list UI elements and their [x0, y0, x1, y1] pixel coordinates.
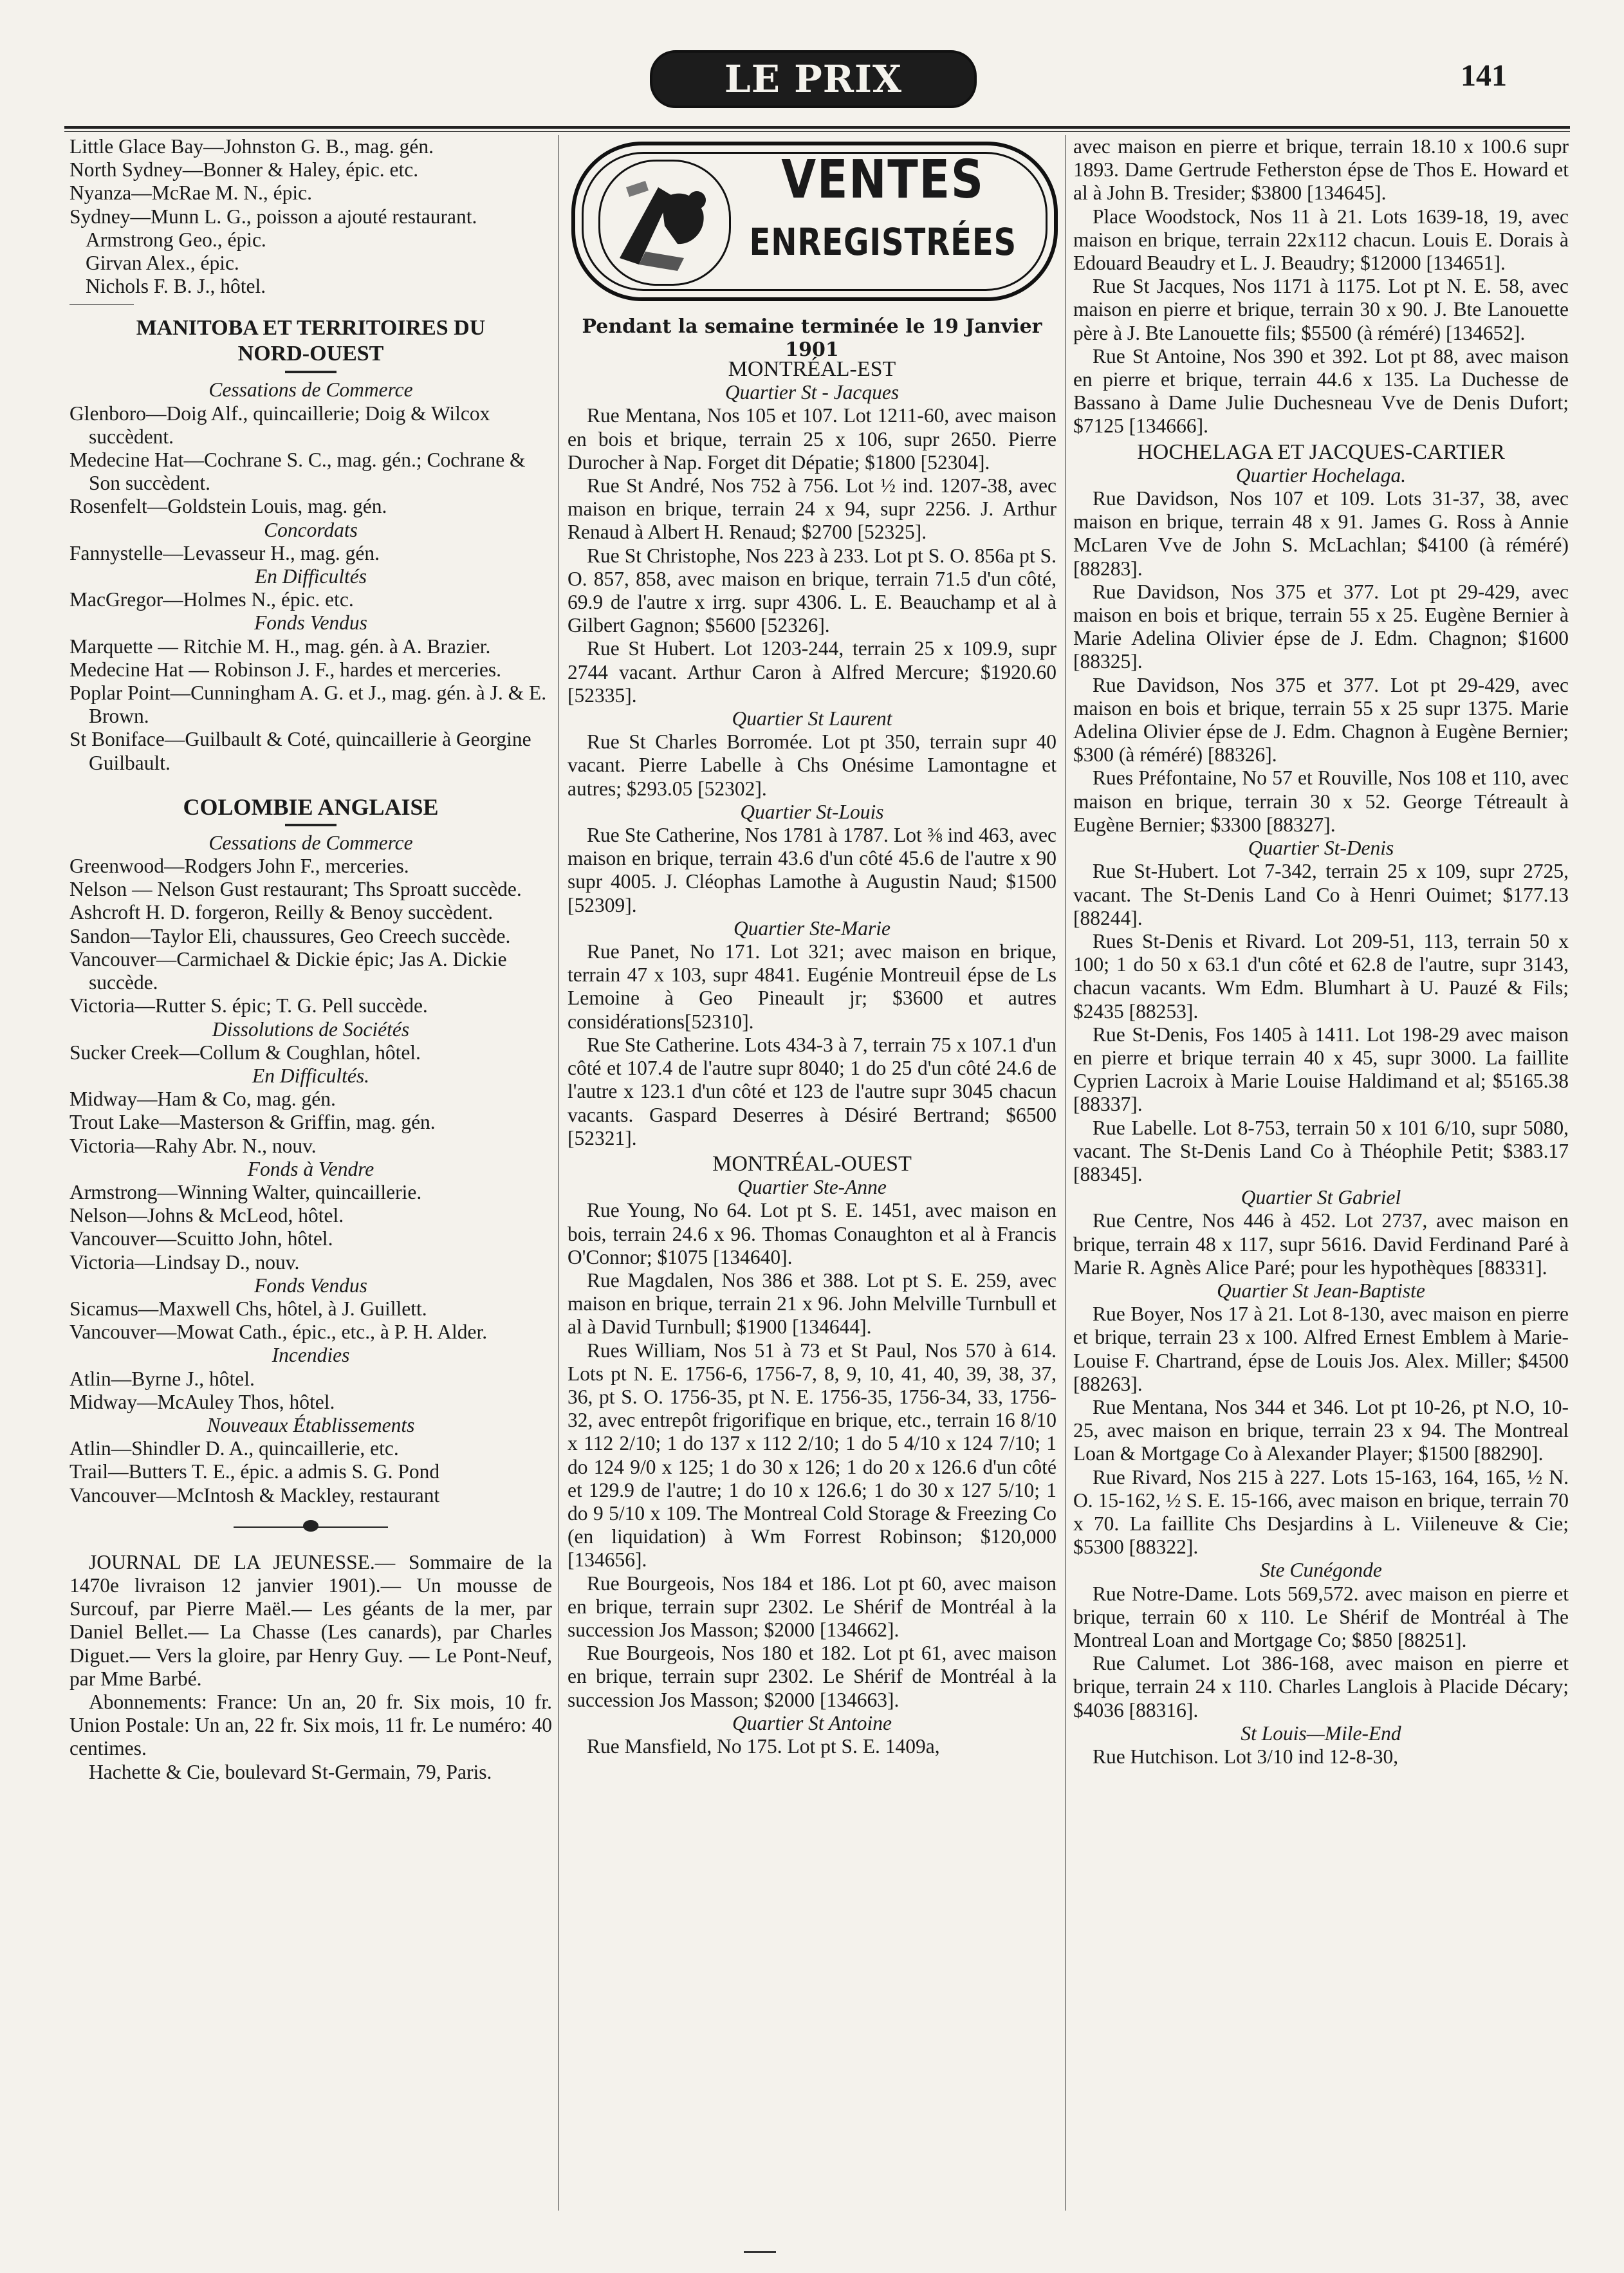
- list-item: Sydney—Munn L. G., poisson a ajouté restaurant.: [69, 205, 477, 228]
- sale-entry: Rue Calumet. Lot 386-168, avec maison en pierre et brique, terrain 24 x 110. Charles Langlois à Placide Décary; $4036 [88316].: [1073, 1652, 1569, 1721]
- subsection-title: Cessations de Commerce: [208, 378, 413, 402]
- list-item: Vancouver—Scuitto John, hôtel.: [69, 1227, 333, 1250]
- sale-entry: Rue St Christophe, Nos 223 à 233. Lot pt S. O. 856a pt S. O. 857, 858, avec maison en brique, terrain 71.5 d'un côté, 69.9 de l'autre x irrg. supr 4306. L. E. Beauchamp et al à Gilbert Gagnon; $5600 [52326].: [567, 544, 1057, 637]
- section-heading: NORD-OUEST: [237, 342, 384, 366]
- sale-entry: avec maison en pierre et brique, terrain 18.10 x 100.6 supr 1893. Dame Gertrude Fetherston épse de Thos E. Howard et al à John B. Tresider; $3800 [134645].: [1073, 135, 1569, 205]
- sale-entry: Rue St-Denis, Fos 1405 à 1411. Lot 198-29 avec maison en pierre et brique terrain 40 x 45, supr 3000. La faillite Cyprien Lacroix à Marie Louise Haldimand et al; $5165.38 [88337].: [1073, 1023, 1569, 1116]
- column-right: [1073, 135, 1569, 1768]
- sale-entry: Rue Mentana, Nos 344 et 346. Lot pt 10-26, pt N.O, 10-25, avec maison en brique, terrain 23 x 94. The Montreal Loan & Mortgage Co à Alexander Player; $1500 [88290].: [1073, 1395, 1569, 1465]
- quarter-heading: St Louis—Mile-End: [1241, 1721, 1401, 1745]
- column-divider: [1065, 135, 1066, 2211]
- sale-entry: Rue St Antoine, Nos 390 et 392. Lot pt 88, avec maison en pierre et brique, terrain 44.6 x 135. La Duchesse de Bassano à Dame Julie Duchesneau Vve de Denis Dufort; $7125 [134666].: [1073, 344, 1569, 438]
- footer-mark: [744, 2251, 776, 2253]
- sale-entry: Rue Magdalen, Nos 386 et 388. Lot pt S. E. 259, avec maison en brique, terrain 21 x 96. John Melville Turnbull et al à David Turnbull; $1900 [134644].: [567, 1268, 1057, 1339]
- subsection-title: Concordats: [264, 518, 358, 541]
- sale-entry: Rue Boyer, Nos 17 à 21. Lot 8-130, avec maison en pierre et brique, terrain 23 x 100. Alfred Ernest Emblem à Marie-Louise F. Chartrand, épse de Louis Jos. Alex. Miller; $4500 [88263].: [1073, 1303, 1569, 1395]
- ventes-banner: [567, 136, 1057, 362]
- region-heading: MONTRÉAL-OUEST: [712, 1151, 912, 1176]
- subsection-title: Nouveaux Établissements: [207, 1413, 415, 1436]
- sale-entry: Rue Bourgeois, Nos 180 et 182. Lot pt 61, avec maison en brique, terrain supr 2302. Le Shérif de Montréal à la succession Jos Masson; $2000 [134663].: [567, 1642, 1057, 1711]
- quarter-heading: Quartier St Jean-Baptiste: [1217, 1279, 1425, 1302]
- header-rule-thin: [64, 131, 1570, 132]
- header-rule: [64, 126, 1570, 129]
- quarter-heading: Quartier St Antoine: [732, 1711, 892, 1734]
- ornament-dot: [303, 1520, 318, 1532]
- list-item: Vancouver—Carmichael & Dickie épic; Jas A. Dickie succède.: [69, 947, 507, 994]
- list-item: Medecine Hat — Robinson J. F., hardes et merceries.: [69, 658, 502, 681]
- list-item: MacGregor—Holmes N., épic. etc.: [69, 588, 354, 611]
- sale-entry: Rues Préfontaine, No 57 et Rouville, Nos 108 et 110, avec maison en brique, terrain 30 x 52. George Tétreault à Eugène Bernier; $3300 [88327].: [1073, 766, 1569, 836]
- quarter-heading: Quartier Hochelaga.: [1235, 463, 1407, 487]
- page-number: 141: [1461, 59, 1507, 93]
- sale-entry: Rue Notre-Dame. Lots 569,572. avec maison en pierre et brique, terrain 60 x 110. Le Shérif de Montréal à The Montreal Loan and Mortgage Co; $850 [88251].: [1073, 1582, 1569, 1651]
- sale-entry: Rue Rivard, Nos 215 à 227. Lots 15-163, 164, 165, ½ N. O. 15-162, ½ S. E. 15-166, avec maison en brique, terrain 70 x 70. La faillite Chs Desjardins à L. Viileneuve & Cie; $5300 [88322].: [1073, 1465, 1569, 1559]
- sale-entry: Rue St Charles Borromée. Lot pt 350, terrain supr 40 vacant. Pierre Labelle à Chs Onésime Lamontagne et autres; $293.05 [52302].: [567, 730, 1057, 800]
- sale-entry: Rue Davidson, Nos 375 et 377. Lot pt 29-429, avec maison en bois et brique, terrain 55 x 25 supr 1375. Marie Adelina Olivier épse de J. Edm. Chagnon à Eugène Bernier; $300 (à réméré) [88326].: [1073, 673, 1569, 766]
- quarter-heading: Quartier Ste-Anne: [737, 1176, 887, 1199]
- region-heading: MONTRÉAL-EST: [728, 357, 896, 381]
- subsection-title: Incendies: [272, 1344, 350, 1367]
- sale-entry: Rue Panet, No 171. Lot 321; avec maison en brique, terrain 47 x 103, supr 4841. Eugénie Montreuil épse de Ls Lemoine à Geo Pineault jr; $3600 et autres considérations[52310].: [567, 940, 1057, 1033]
- quarter-heading: Quartier St-Denis: [1248, 837, 1394, 860]
- list-item: Girvan Alex., épic.: [86, 252, 239, 275]
- region-heading: HOCHELAGA ET JACQUES-CARTIER: [1137, 440, 1505, 464]
- list-item: Atlin—Byrne J., hôtel.: [69, 1367, 255, 1390]
- sale-entry: Rue St Hubert. Lot 1203-244, terrain 25 x 109.9, supr 2744 vacant. Arthur Caron à Alfred Mercure; $1920.60 [52335].: [567, 637, 1057, 707]
- list-item: Glenboro—Doig Alf., quincaillerie; Doig & Wilcox succèdent.: [69, 402, 490, 448]
- quarter-heading: Ste Cunégonde: [1260, 1559, 1382, 1582]
- subsection-title: Fonds Vendus: [254, 611, 367, 635]
- banner-title-ventes: VENTES: [781, 149, 984, 210]
- list-item: Victoria—Rahy Abr. N., nouv.: [69, 1134, 317, 1157]
- list-item: Fannystelle—Levasseur H., mag. gén.: [69, 541, 380, 564]
- sale-entry: Rues St-Denis et Rivard. Lot 209-51, 113, terrain 50 x 100; 1 do 50 x 63.1 d'un côté et 62.8 de l'autre, supr 3143, chacun vacants. Wm Edm. Blumhart à U. Pauzé & Fils; $2435 [88253].: [1073, 929, 1569, 1023]
- sale-entry: Rue Mentana, Nos 105 et 107. Lot 1211-60, avec maison en bois et brique, terrain 25 x 106, supr 2650. Pierre Durocher à Nap. Forget dit Dépatie; $1800 [52304].: [567, 404, 1057, 474]
- list-item: Rosenfelt—Goldstein Louis, mag. gén.: [69, 495, 387, 518]
- sale-entry: Rue Centre, Nos 446 à 452. Lot 2737, avec maison en brique, terrain 48 x 117, supr 5616. David Ferdinand Paré à Marie R. Agnès Alice Paré; pour les hypothèques [88331].: [1073, 1209, 1569, 1279]
- list-item: Midway—McAuley Thos, hôtel.: [69, 1390, 335, 1413]
- sale-entry: Rue Davidson, Nos 375 et 377. Lot pt 29-429, avec maison en bois et brique, terrain 55 x 25. Eugène Bernier à Marie Adelina Olivier épse de J. Edm. Chagnon; $1600 [88325].: [1073, 580, 1569, 673]
- journal-paragraph: Abonnements: France: Un an, 20 fr. Six mois, 10 fr. Union Postale: Un an, 22 fr. Six mois, 11 fr. Le numéro: 40 centimes.: [69, 1690, 552, 1760]
- subsection-title: Cessations de Commerce: [208, 831, 413, 854]
- quarter-heading: Quartier St Laurent: [732, 707, 892, 730]
- list-item: Greenwood—Rodgers John F., merceries.: [69, 855, 409, 878]
- quarter-heading: Quartier Ste-Marie: [733, 916, 891, 940]
- list-item: North Sydney—Bonner & Haley, épic. etc.: [69, 158, 419, 181]
- quarter-heading: Quartier St-Louis: [740, 800, 884, 823]
- masthead-logo: LE PRIX COURANT: [650, 50, 977, 108]
- list-item: Poplar Point—Cunningham A. G. et J., mag. gén. à J. & E. Brown.: [69, 682, 547, 728]
- list-item: Nelson — Nelson Gust restaurant; Ths Sproatt succède.: [69, 878, 522, 901]
- list-item: Marquette — Ritchie M. H., mag. gén. à A. Brazier.: [69, 635, 491, 658]
- sale-entry: Rue Young, No 64. Lot pt S. E. 1451, avec maison en bois, terrain 24.6 x 96. Thomas Conaughton et al à Francis O'Connor; $1075 [134640].: [567, 1199, 1057, 1268]
- sale-entry: Rue Hutchison. Lot 3/10 ind 12-8-30,: [1093, 1745, 1399, 1768]
- journal-paragraph: Hachette & Cie, boulevard St-Germain, 79, Paris.: [89, 1760, 492, 1783]
- column-left: [69, 135, 552, 1784]
- list-item: Sucker Creek—Collum & Coughlan, hôtel.: [69, 1041, 421, 1064]
- sale-entry: Rues William, Nos 51 à 73 et St Paul, Nos 570 à 614. Lots pt N. E. 1756-6, 1756-7, 8, 9, 10, 41, 40, 39, 38, 37, 36, pt S. O. 1756-35, pt N. E. 1756-35, 1756-34, 33, 1756-32, avec entrepôt frigorifique en brique, etc., terrain 16 8/10 x 112 2/10; 1 do 137 x 112 2/10; 1 do 5 4/10 x 124 7/10; 1 do 124 9/0 x 125; 1 do 30 x 126; 1 do 20 x 126.6 d'un côté et 129.9 de l'autre; 1 do 10 x 126.6; 1 do 30 x 127 5/10; 1 do 9 5/10 x 109. The Montreal Cold Storage & Freezing Co (en liquidation) à Wm Forrest Robinson; $120,000 [134656].: [567, 1339, 1057, 1572]
- list-item: Victoria—Lindsay D., nouv.: [69, 1250, 300, 1274]
- sale-entry: Place Woodstock, Nos 11 à 21. Lots 1639-18, 19, avec maison en brique, terrain 22x112 chacun. Louis E. Dorais à Edouard Beaudry et L. J. Beaudry; $12000 [134651].: [1073, 205, 1569, 275]
- ornament-divider: [234, 1526, 388, 1533]
- subsection-title: Dissolutions de Sociétés: [212, 1017, 410, 1041]
- sale-entry: Rue St André, Nos 752 à 756. Lot ½ ind. 1207-38, avec maison en brique, terrain 24 x 94, supr 2256. J. Arthur Renaud à Albert H. Renaud; $2700 [52325].: [567, 474, 1057, 544]
- subsection-title: En Difficultés: [254, 565, 367, 588]
- sale-entry: Rue Davidson, Nos 107 et 109. Lots 31-37, 38, avec maison en brique, terrain 48 x 91. James G. Ross à Annie McLaren Vve de John S. McLachlan; $4100 (à réméré) [88283].: [1073, 487, 1569, 580]
- list-item: Nichols F. B. J., hôtel.: [86, 275, 266, 298]
- list-item: Armstrong—Winning Walter, quincaillerie.: [69, 1180, 422, 1203]
- list-item: Nyanza—McRae M. N., épic.: [69, 181, 313, 205]
- quarter-heading: Quartier St - Jacques: [724, 381, 900, 404]
- journal-paragraph: JOURNAL DE LA JEUNESSE.— Sommaire de la 1470e livraison 12 janvier 1901).— Un mousse de Surcouf, par Pierre Maël.— Les géants de la mer, par Daniel Bellet.— La Chasse (Les canards), par Charles Diguet.— Vers la gloire, par Henry Guy. — Le Pont-Neuf, par Mme Barbé.: [69, 1550, 552, 1690]
- column-divider: [558, 135, 559, 2211]
- sale-entry: Rue St-Hubert. Lot 7-342, terrain 25 x 109, supr 2725, vacant. The St-Denis Land Co à Henri Ouimet; $177.13 [88244].: [1073, 860, 1569, 929]
- list-item: Armstrong Geo., épic.: [86, 228, 266, 251]
- quarter-heading: Quartier St Gabriel: [1241, 1186, 1401, 1209]
- sale-entry: Rue Ste Catherine, Nos 1781 à 1787. Lot ⅜ ind 463, avec maison en brique, terrain 43.6 d'un côté 45.6 de l'autre x 90 supr 4005. J. Cléophas Lamothe à Augustin Naud; $1500 [52309].: [567, 824, 1057, 916]
- divider: [285, 371, 337, 373]
- section-heading: COLOMBIE ANGLAISE: [183, 793, 439, 820]
- list-item: Ashcroft H. D. forgeron, Reilly & Benoy succèdent.: [69, 901, 494, 924]
- list-item: Trout Lake—Masterson & Griffin, mag. gén.: [69, 1111, 436, 1134]
- list-item: Atlin—Shindler D. A., quincaillerie, etc.: [69, 1437, 399, 1460]
- list-item: St Boniface—Guilbault & Coté, quincaillerie à Georgine Guilbault.: [69, 728, 531, 774]
- list-item: Sandon—Taylor Eli, chaussures, Geo Creech succède.: [69, 924, 511, 947]
- list-item: Nelson—Johns & McLeod, hôtel.: [69, 1204, 344, 1227]
- list-item: Midway—Ham & Co, mag. gén.: [69, 1088, 336, 1111]
- divider: [285, 824, 337, 826]
- banner-title-enregistrees: ENREGISTRÉES: [749, 220, 1017, 264]
- subsection-title: Fonds Vendus: [254, 1274, 367, 1297]
- divider: [69, 304, 134, 305]
- sale-entry: Rue Labelle. Lot 8-753, terrain 50 x 101 6/10, supr 5080, vacant. The St-Denis Land Co à Théophile Petit; $383.17 [88345].: [1073, 1116, 1569, 1185]
- writing-hand-icon: [598, 160, 731, 286]
- list-item: Medecine Hat—Cochrane S. C., mag. gén.; Cochrane & Son succèdent.: [69, 449, 526, 495]
- sale-entry: Rue Ste Catherine. Lots 434-3 à 7, terrain 75 x 107.1 d'un côté et 107.4 de l'autre supr 8040; 1 do 25 d'un côté 24.6 de l'autre x 123.1 d'un côté et 123 de l'autre supr 3045 chacun vacants. Gaspard Deserres à Désiré Bertrand; $6500 [52321].: [567, 1033, 1057, 1149]
- list-item: Vancouver—McIntosh & Mackley, restaurant: [69, 1483, 440, 1507]
- column-middle: [567, 135, 1057, 1758]
- list-item: Victoria—Rutter S. épic; T. G. Pell succède.: [69, 994, 428, 1017]
- subsection-title: En Difficultés.: [252, 1064, 369, 1087]
- sale-entry: Rue Mansfield, No 175. Lot pt S. E. 1409a,: [587, 1734, 940, 1758]
- list-item: Vancouver—Mowat Cath., épic., etc., à P. H. Alder.: [69, 1321, 488, 1344]
- subsection-title: Fonds à Vendre: [247, 1157, 374, 1180]
- sale-entry: Rue Bourgeois, Nos 184 et 186. Lot pt 60, avec maison en brique, terrain supr 2302. Le Shérif de Montréal à la succession Jos Masson; $2000 [134662].: [567, 1572, 1057, 1641]
- section-heading: MANITOBA ET TERRITOIRES DU: [136, 316, 486, 340]
- list-item: Trail—Butters T. E., épic. a admis S. G. Pond: [69, 1460, 440, 1483]
- week-line: Pendant la semaine terminée le 19 Janvier 1901: [582, 315, 1042, 362]
- list-item: Sicamus—Maxwell Chs, hôtel, à J. Guillett.: [69, 1297, 427, 1320]
- sale-entry: Rue St Jacques, Nos 1171 à 1175. Lot pt N. E. 58, avec maison en pierre et brique, terrain 30 x 90. J. Bte Lanouette père à J. Bte Lanouette fils; $5500 (à réméré) [134652].: [1073, 275, 1569, 344]
- list-item: Little Glace Bay—Johnston G. B., mag. gén.: [69, 135, 434, 158]
